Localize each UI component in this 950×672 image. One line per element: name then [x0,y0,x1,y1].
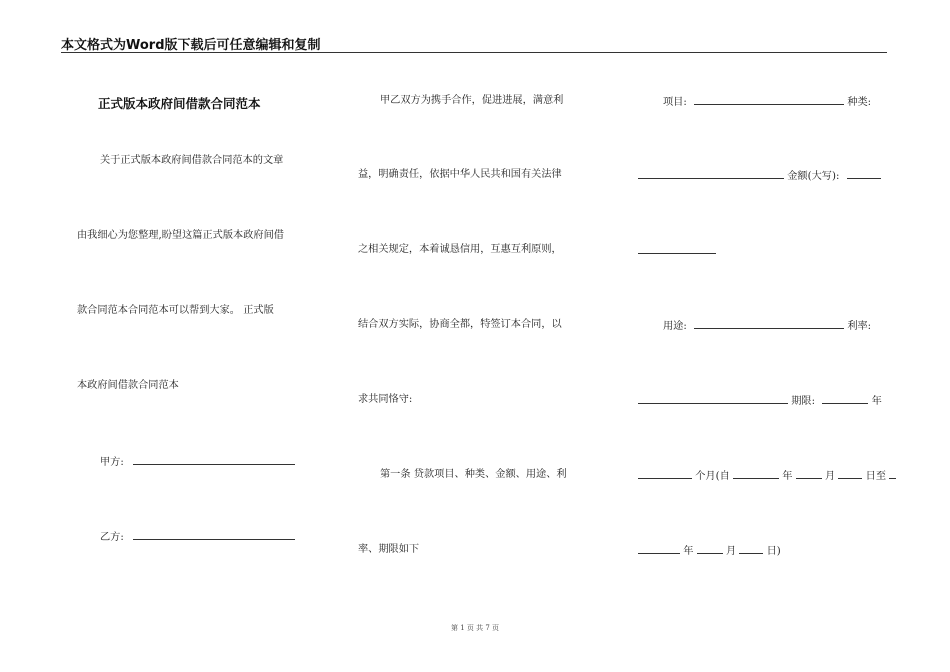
article-1-line-1: 第一条 贷款项目、种类、金额、用途、利 [380,469,567,480]
preamble-line-5: 求共同恪守: [358,394,413,405]
preamble-line-1: 甲乙双方为携手合作，促进进展，满意利 [380,95,564,106]
page-number: 第 1 页 共 7 页 [450,624,500,632]
header-title: 本文格式为Word版下载后可任意编辑和复制 [61,38,321,53]
rate-blank [638,393,788,404]
preamble-line-4: 结合双方实际，协商全都，特签订本合同，以 [358,319,562,330]
party-a-label: 甲方: [100,457,124,468]
start-day-blank [838,468,862,479]
party-b-field [100,529,295,544]
start-month-unit: 月 [824,471,836,482]
start-month-blank [796,468,822,479]
intro-line-4: 本政府间借款合同范本 [77,380,179,391]
preamble-line-3: 之相关规定，本着诚恳信用，互惠互利原则， [358,244,562,255]
end-day-label: 日) [766,546,781,557]
day-to-label: 日至 [865,471,887,482]
party-b-label: 乙方: [100,532,124,543]
type-blank [638,168,784,179]
party-a-blank [133,454,295,465]
intro-line-3: 款合同范本合同范本可以帮到大家。 正式版 [77,305,274,316]
amount-row [638,168,881,183]
end-month-unit: 月 [725,546,737,557]
term-row [638,393,882,408]
item-label: 项目: [663,97,687,108]
type-label: 种类: [847,97,872,108]
amount-blank-2 [638,243,716,254]
intro-line-2: 由我细心为您整理,盼望这篇正式版本政府间借 [77,230,284,241]
end-date-row [638,543,781,558]
preamble-line-2: 益，明确责任，依据中华人民共和国有关法律 [358,169,562,180]
item-type-row [663,94,871,109]
article-1-line-2: 率、期限如下 [358,544,420,555]
term-year-unit: 年 [871,396,882,407]
use-blank [694,318,844,329]
end-day-blank [739,543,763,554]
amount-blank-1 [847,168,881,179]
start-year-unit: 年 [782,471,793,482]
amount-label: 金额(大写): [787,171,840,182]
end-year-unit: 年 [683,546,694,557]
end-month-blank [697,543,723,554]
end-year-blank [638,543,680,554]
use-label: 用途: [663,321,687,332]
document-title: 正式版本政府间借款合同范本 [98,96,261,111]
end-year-blank-start [889,468,896,479]
party-a-field [100,454,295,469]
term-years-blank [822,393,868,404]
term-dates-row [638,468,896,483]
header-divider [61,52,887,53]
party-b-blank [133,529,295,540]
use-rate-row [663,318,871,333]
term-months-blank [638,468,692,479]
start-year-blank [733,468,779,479]
amount-continue-row [638,243,716,258]
month-from-label: 个月(自 [695,471,730,482]
rate-label: 利率: [847,321,872,332]
item-blank [694,94,844,105]
term-label: 期限: [791,396,816,407]
intro-line-1: 关于正式版本政府间借款合同范本的文章 [100,155,284,166]
